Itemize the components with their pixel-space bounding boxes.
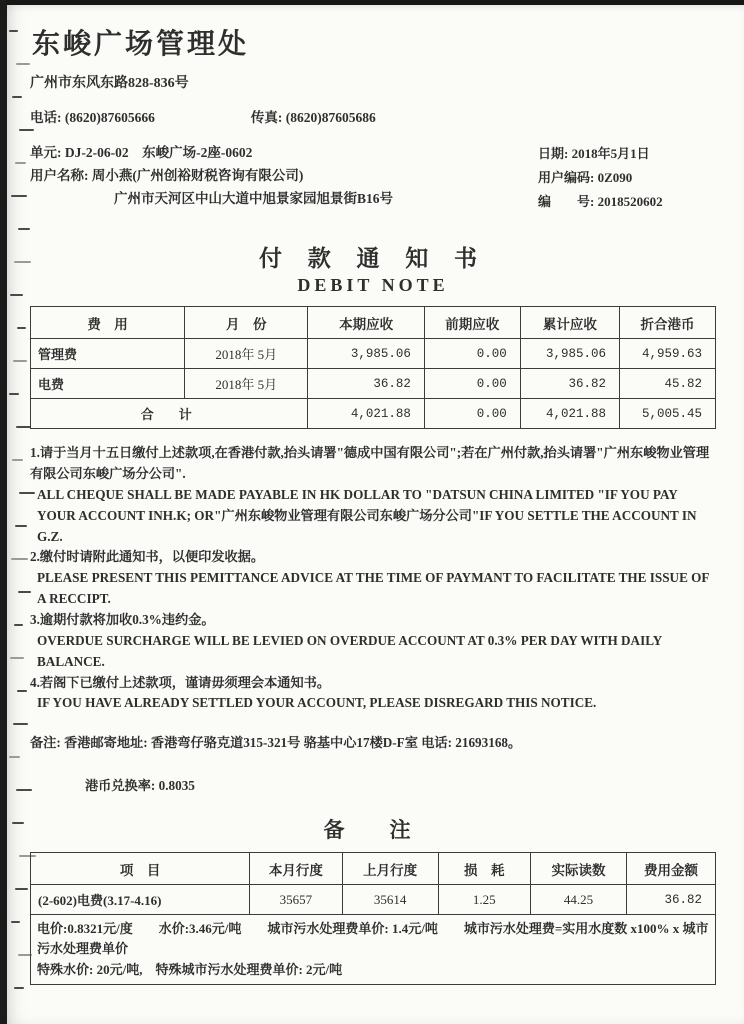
- meter-loss: 1.25: [438, 885, 530, 915]
- company-address: 广州市东风东路828-836号: [30, 76, 189, 91]
- user-line: [30, 165, 538, 188]
- meter-reading: 44.25: [531, 885, 627, 915]
- fee-name: 管理费: [31, 339, 185, 369]
- table-row: [31, 369, 716, 399]
- fee-hkd: 4,959.63: [620, 339, 716, 369]
- col-header-amount: 费用金额: [626, 853, 715, 885]
- phone-label: 电话:: [30, 110, 62, 125]
- note-cn-1: 1.请于当月十五日缴付上述款项,在香港付款,抬头请署"德成中国有限公司";若在广州付款,抬头请署"广州东峻物业管理有限公司东峻广场分公司".: [30, 445, 710, 481]
- meter-previous: 35614: [342, 885, 438, 915]
- meter-current: 35657: [250, 885, 342, 915]
- user-label: 用户名称:: [30, 167, 89, 183]
- tariff-line-2: 特殊水价: 20元/吨, 特殊城市污水处理费单价: 2元/吨: [37, 961, 343, 977]
- fax-label: 传真:: [250, 110, 283, 125]
- fax-line: [251, 106, 376, 126]
- user-name: 周小燕(广州创裕财税咨询有限公司): [91, 167, 304, 183]
- fax-value: (8620)87605686: [285, 110, 376, 125]
- doc-title-en: DEBIT NOTE: [297, 275, 449, 296]
- col-header-accumulated: 累计应收: [520, 307, 619, 339]
- note-en-3: OVERDUE SURCHARGE WILL BE LEVIED ON OVERDUE ACCOUNT AT 0.3% PER DAY WITH DAILY BALANCE.: [37, 632, 662, 669]
- note-en-4: IF YOU HAVE ALREADY SETTLED YOUR ACCOUNT, PLEASE DISREGARD THIS NOTICE.: [37, 695, 597, 711]
- meter-footer-row: [31, 915, 716, 984]
- document-content: [30, 18, 716, 985]
- note-cn-2: 2.缴付时请附此通知书，以便印发收据。: [30, 549, 265, 565]
- phone-line: [30, 106, 155, 126]
- doc-title-cn: 付 款 通 知 书: [259, 246, 487, 272]
- fee-current: 36.82: [308, 369, 424, 399]
- fee-month: 2018年 5月: [185, 369, 308, 399]
- unit-line: 单元: DJ-2-06-02 东峻广场-2座-0602: [30, 145, 253, 160]
- remark-section-title: 备 注: [323, 818, 423, 843]
- col-header-this-month: 本月行度: [250, 853, 342, 885]
- meter-row: [31, 885, 716, 915]
- col-header-month: 月 份: [185, 307, 308, 339]
- hk-mailing-remark: 备注: 香港邮寄地址: 香港弯仔骆克道315-321号 骆基中心17楼D-F室 电话: 21693168。: [30, 735, 522, 751]
- tariff-notes: [31, 915, 716, 984]
- meter-item: (2-602)电费(3.17-4.16): [31, 885, 250, 915]
- exchange-rate: 港币兑换率: 0.8035: [85, 778, 195, 794]
- debit-table: [30, 306, 716, 429]
- fee-previous: 0.00: [424, 369, 520, 399]
- fee-current: 3,985.06: [308, 339, 424, 369]
- fee-accumulated: 36.82: [520, 369, 619, 399]
- meta-right: [538, 142, 716, 214]
- tariff-line-1: 电价:0.8321元/度 水价:3.46元/吨 城市污水处理费单价: 1.4元/吨 城市污水处理费=实用水度数 x100% x 城市污水处理费单价: [37, 921, 709, 957]
- meter-table-header-row: [31, 853, 716, 885]
- user-address: 广州市天河区中山大道中旭景家园旭景街B16号: [114, 190, 394, 206]
- company-title: 东峻广场管理处: [32, 29, 250, 60]
- fee-accumulated: 3,985.06: [520, 339, 619, 369]
- col-header-actual-reading: 实际读数: [531, 853, 627, 885]
- total-row: [31, 399, 716, 429]
- phone-value: (8620)87605666: [64, 110, 155, 125]
- debit-table-header-row: [31, 307, 716, 339]
- meter-amount: 36.82: [626, 885, 715, 915]
- note-en-2: PLEASE PRESENT THIS PEMITTANCE ADVICE AT THE TIME OF PAYMANT TO FACILITATE THE ISSUE OF A RECCIPT.: [37, 570, 709, 607]
- meta-left: [30, 142, 538, 214]
- total-label: 合 计: [31, 399, 308, 429]
- total-accumulated: 4,021.88: [520, 399, 619, 429]
- col-header-item: 项 目: [31, 853, 250, 885]
- payment-notes: [30, 443, 716, 714]
- phone-fax-row: [30, 106, 716, 126]
- col-header-last-month: 上月行度: [342, 853, 438, 885]
- col-header-fee: 费 用: [31, 307, 185, 339]
- total-current: 4,021.88: [308, 399, 424, 429]
- col-header-previous: 前期应收: [424, 307, 520, 339]
- fee-month: 2018年 5月: [185, 339, 308, 369]
- col-header-loss: 损 耗: [438, 853, 530, 885]
- fee-name: 电费: [31, 369, 185, 399]
- fee-hkd: 45.82: [620, 369, 716, 399]
- fee-previous: 0.00: [424, 339, 520, 369]
- note-en-1: ALL CHEQUE SHALL BE MADE PAYABLE IN HK DOLLAR TO "DATSUN CHINA LIMITED "IF YOU PAY YOUR ACCOUNT INH.K; OR"广州东峻物业管理有限公司东峻广场分公司"IF YOU SETTLE THE ACCOUNT IN G.Z.: [37, 486, 697, 544]
- col-header-current: 本期应收: [308, 307, 424, 339]
- ref-number-line: 编 号: 2018520602: [538, 194, 663, 210]
- total-previous: 0.00: [424, 399, 520, 429]
- meta-section: [30, 142, 716, 214]
- col-header-hkd: 折合港币: [620, 307, 716, 339]
- scan-edge-top: [0, 0, 744, 5]
- table-row: [31, 339, 716, 369]
- margin-marks: [0, 0, 30, 1024]
- meter-table: [30, 852, 716, 984]
- date-line: 日期: 2018年5月1日: [538, 146, 650, 161]
- total-hkd: 5,005.45: [620, 399, 716, 429]
- note-cn-4: 4.若阁下已缴付上述款项，谨请毋须理会本通知书。: [30, 674, 331, 690]
- note-cn-3: 3.逾期付款将加收0.3%违约金。: [30, 612, 215, 628]
- user-code-line: 用户编码: 0Z090: [538, 170, 633, 186]
